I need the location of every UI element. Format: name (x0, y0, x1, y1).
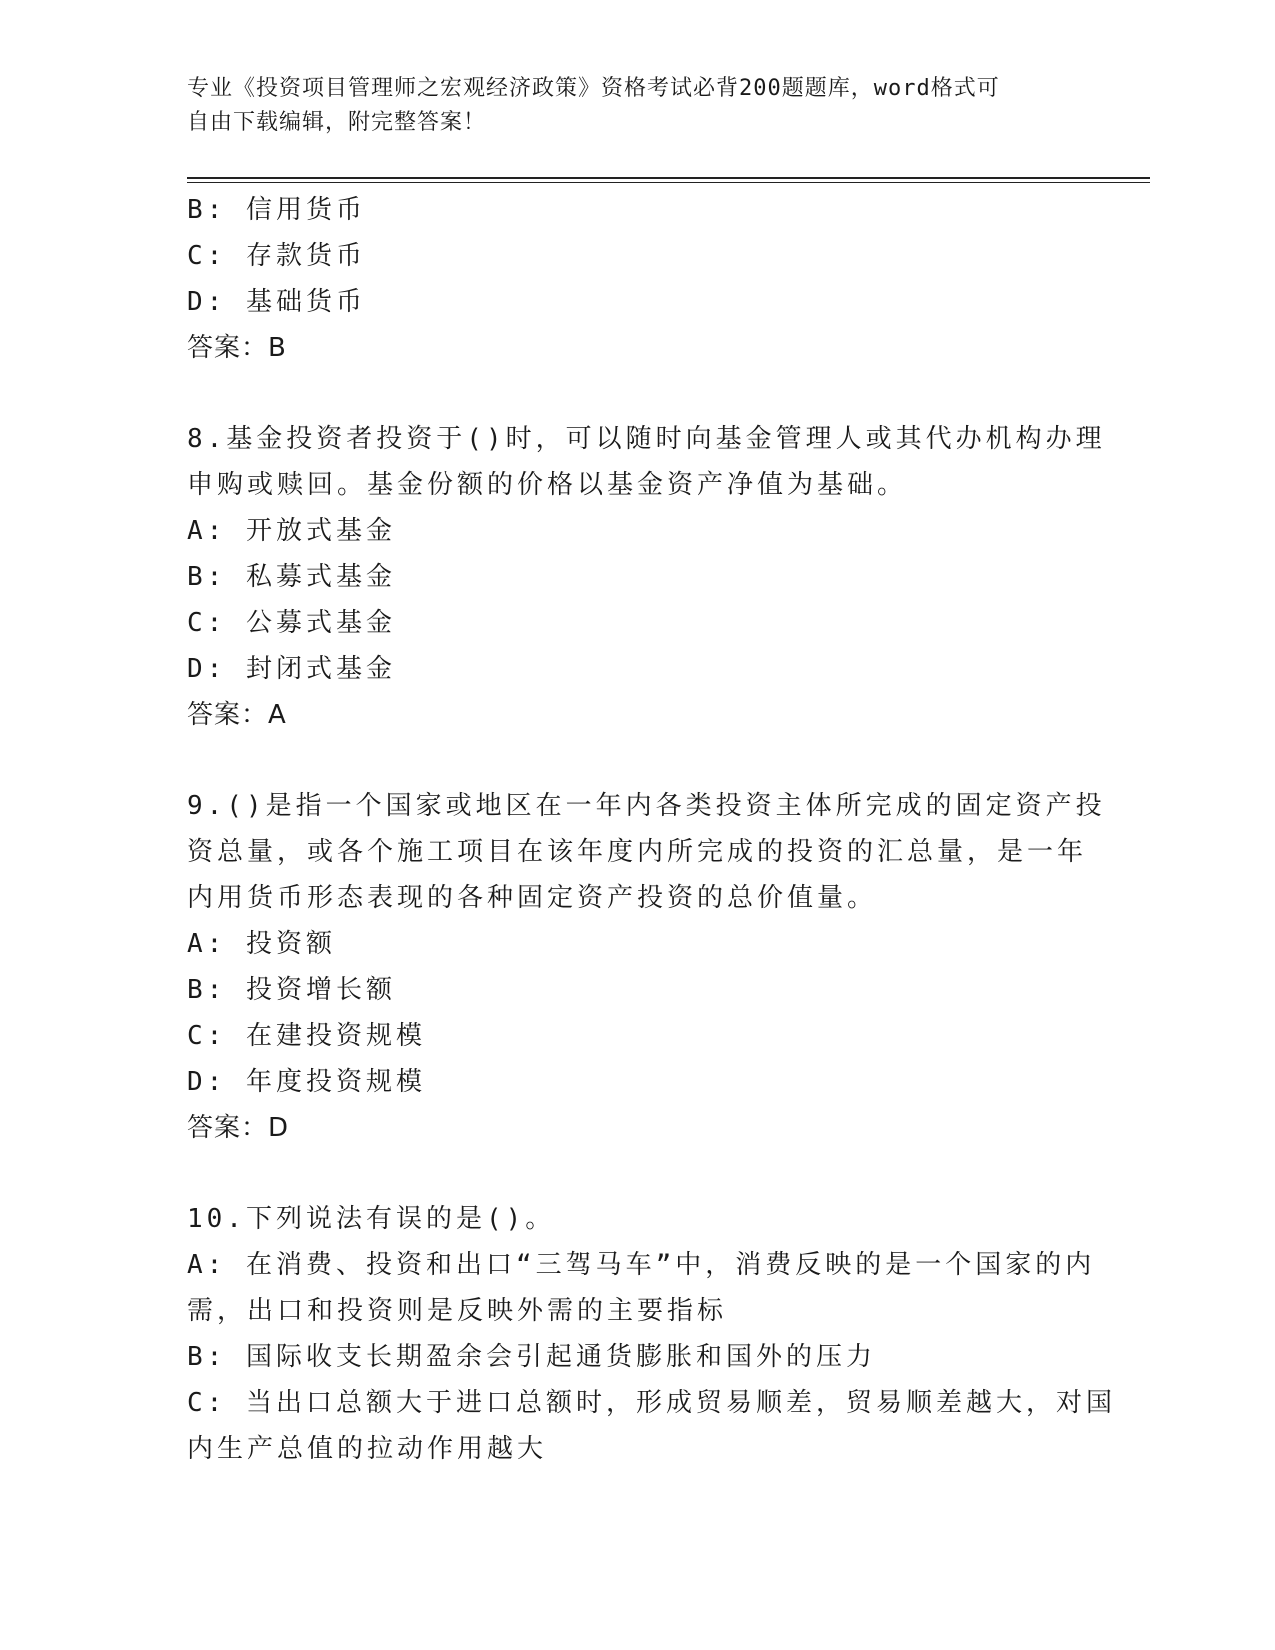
question-stem: 9.()是指一个国家或地区在一年内各类投资主体所完成的固定资产投 (187, 791, 1106, 821)
option-d: D: 基础货币 (187, 287, 366, 317)
question-9 (187, 783, 1106, 1151)
question-stem: 申购或赎回。基金份额的价格以基金资产净值为基础。 (187, 470, 908, 500)
question-7-continued (187, 187, 1067, 371)
question-8 (187, 416, 1106, 738)
option-a: A: 开放式基金 (187, 516, 396, 546)
question-stem: 内用货币形态表现的各种固定资产投资的总价值量。 (187, 883, 878, 913)
question-stem: 8.基金投资者投资于()时，可以随时向基金管理人或其代办机构办理 (187, 424, 1106, 454)
option-a: A: 在消费、投资和出口“三驾马车”中，消费反映的是一个国家的内 (187, 1250, 1096, 1280)
spacer (187, 738, 1067, 783)
option-c-continued: 内生产总值的拉动作用越大 (187, 1434, 548, 1464)
header-rule-thick (187, 177, 1150, 179)
answer: 答案：D (187, 1113, 290, 1143)
option-c: C: 公募式基金 (187, 608, 396, 638)
page-header (187, 72, 1067, 140)
option-b: B: 信用货币 (187, 195, 366, 225)
option-a: A: 投资额 (187, 929, 336, 959)
option-d: D: 封闭式基金 (187, 654, 396, 684)
answer: 答案：A (187, 700, 287, 730)
header-rule-thin (187, 182, 1150, 183)
option-b: B: 国际收支长期盈余会引起通货膨胀和国外的压力 (187, 1342, 876, 1372)
option-c: C: 当出口总额大于进口总额时，形成贸易顺差，贸易顺差越大，对国 (187, 1388, 1116, 1418)
question-10 (187, 1196, 1116, 1472)
answer: 答案：B (187, 333, 287, 363)
option-b: B: 私募式基金 (187, 562, 396, 592)
option-b: B: 投资增长额 (187, 975, 396, 1005)
option-a-continued: 需，出口和投资则是反映外需的主要指标 (187, 1296, 728, 1326)
question-stem: 资总量，或各个施工项目在该年度内所完成的投资的汇总量，是一年 (187, 837, 1088, 867)
option-c: C: 存款货币 (187, 241, 366, 271)
option-c: C: 在建投资规模 (187, 1021, 426, 1051)
document-body (187, 187, 1116, 1472)
spacer (187, 371, 1067, 416)
header-line-2: 自由下载编辑，附完整答案！ (187, 110, 487, 135)
spacer (187, 1151, 1067, 1196)
option-d: D: 年度投资规模 (187, 1067, 426, 1097)
header-line-1: 专业《投资项目管理师之宏观经济政策》资格考试必背200题题库，word格式可 (187, 76, 1000, 101)
question-stem: 10.下列说法有误的是()。 (187, 1204, 556, 1234)
